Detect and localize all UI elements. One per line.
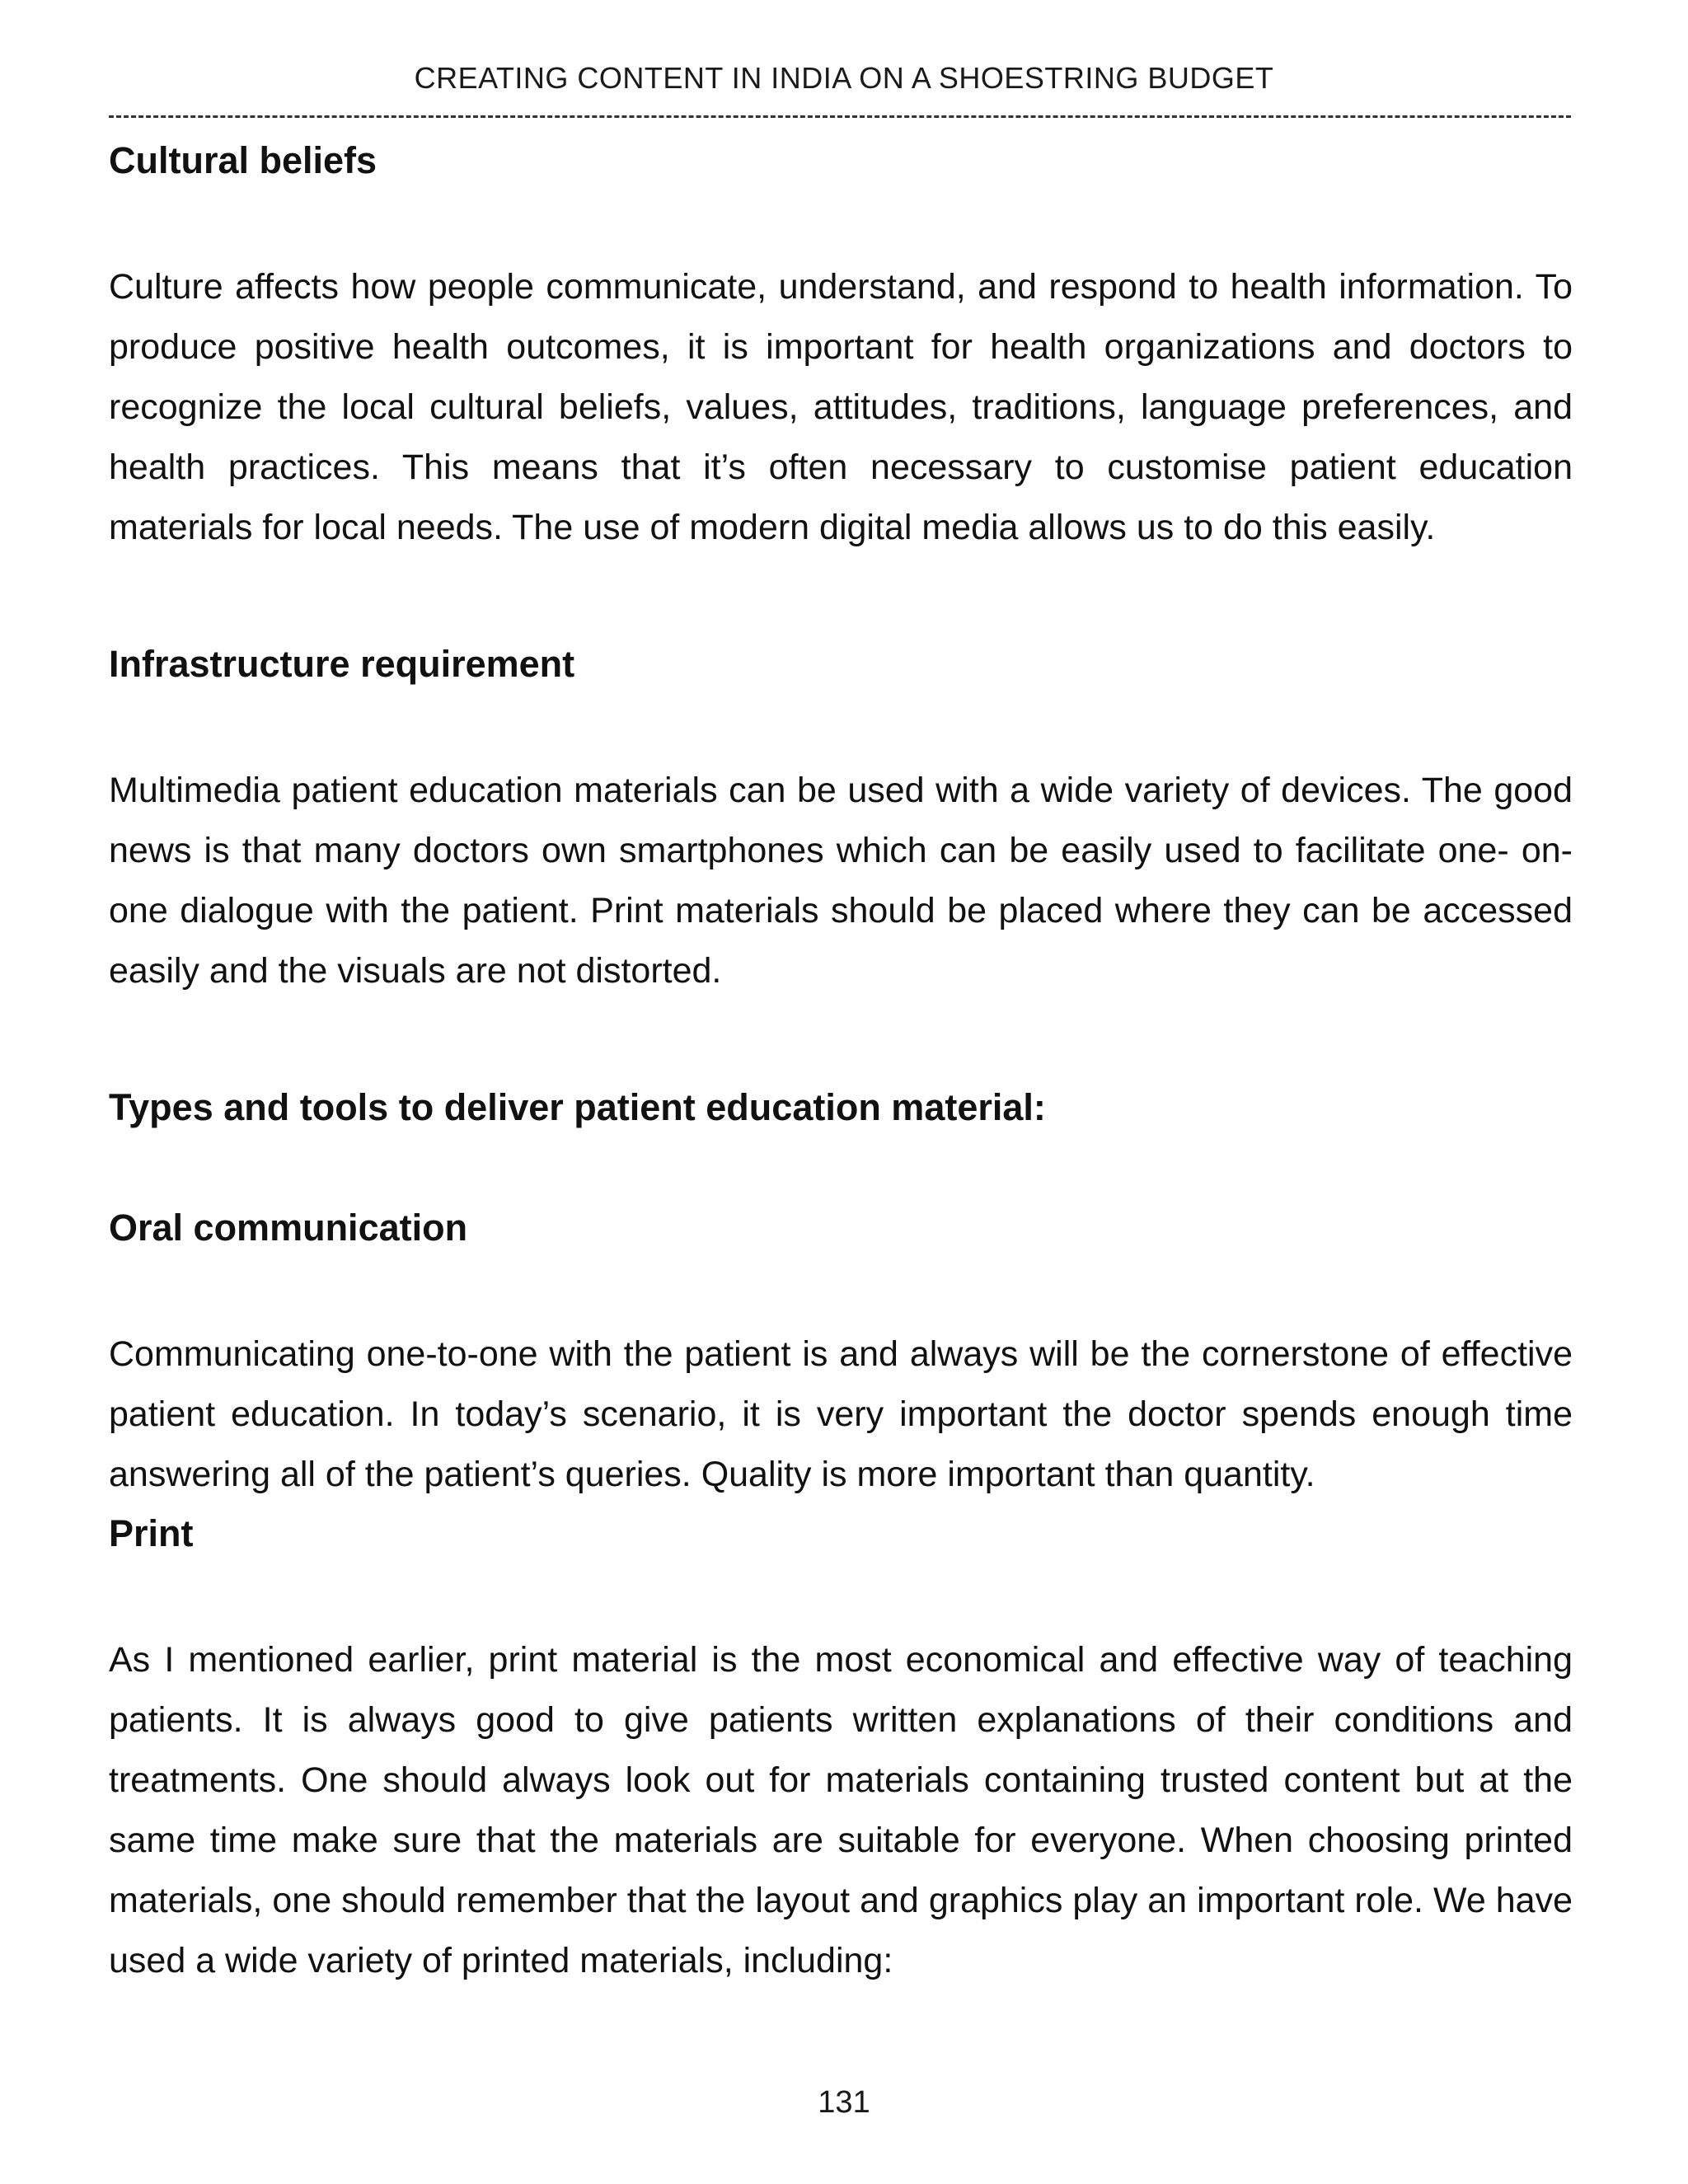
page-number: 131: [818, 2085, 870, 2120]
paragraph-infrastructure-requirement: Multimedia patient education materials can be used with a wide variety of devices. The good news is that many doctors own smartphones which can be easily used to facilitate one- on-one dialogue with the patient. Print materials should be placed where they can be accessed easily and the visuals are not distorted.: [109, 771, 1573, 991]
heading-cultural-beliefs: Cultural beliefs: [109, 139, 377, 181]
running-header: CREATING CONTENT IN INDIA ON A SHOESTRING BUDGET: [414, 61, 1274, 95]
paragraph-oral-communication: Communicating one-to-one with the patient is and always will be the cornerstone of effective patient education. In today’s scenario, it is very important the doctor spends enough time answering all of the patient’s queries. Quality is more important than quantity.: [109, 1334, 1573, 1494]
heading-infrastructure-requirement: Infrastructure requirement: [109, 643, 575, 685]
paragraph-cultural-beliefs: Culture affects how people communicate, understand, and respond to health information. To produce positive health outcomes, it is important for health organizations and doctors to recognize the local cultural beliefs, values, attitudes, traditions, language preferences, and health practices. This means that it’s often necessary to customise patient education materials for local needs. The use of modern digital media allows us to do this easily.: [109, 267, 1573, 547]
paragraph-print: As I mentioned earlier, print material is the most economical and effective way of teaching patients. It is always good to give patients written explanations of their conditions and treatments. One should always look out for materials containing trusted content but at the same time make sure that the materials are suitable for everyone. When choosing printed materials, one should remember that the layout and graphics play an important role. We have used a wide variety of printed materials, including:: [109, 1640, 1573, 1980]
heading-types-and-tools: Types and tools to deliver patient education material:: [109, 1086, 1046, 1128]
heading-print: Print: [109, 1512, 194, 1554]
page-body: [109, 137, 1573, 1991]
header-divider: [109, 115, 1571, 118]
heading-oral-communication: Oral communication: [109, 1207, 468, 1249]
